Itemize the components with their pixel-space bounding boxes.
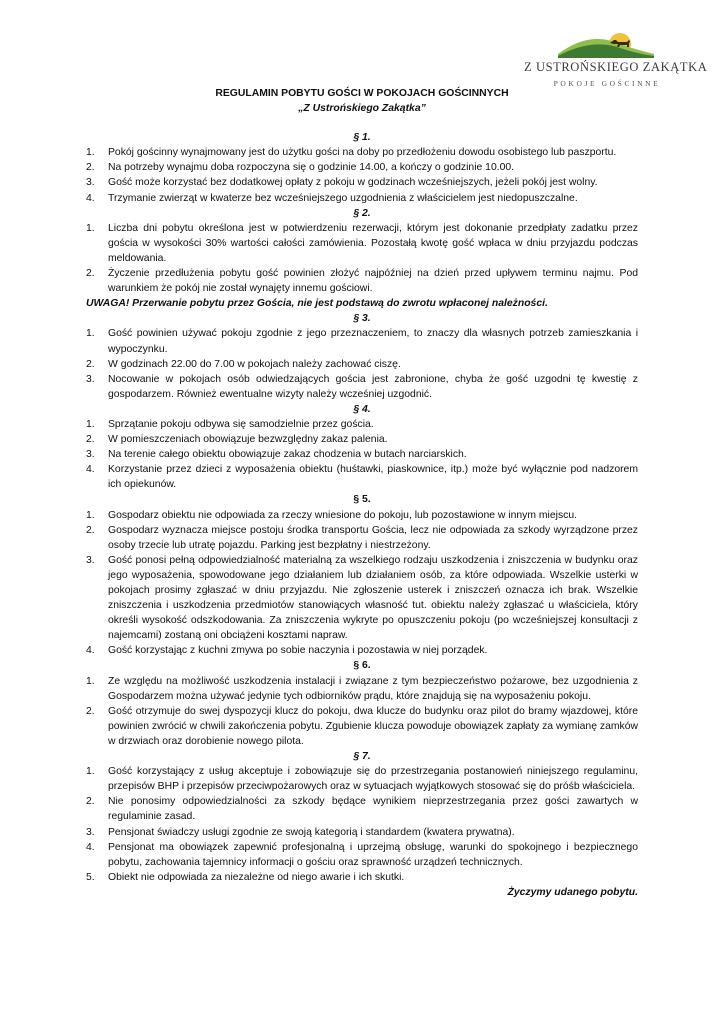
item-number: 2. xyxy=(86,162,95,174)
item-text: Ze względu na możliwość uszkodzenia instalacji i związane z tym bezpieczeństwo pożarowe, bez uzgodnienia z Gospodarzem można używać jedynie tych odbiorników prądu, które znajdują się na wyposażeniu pokoju. xyxy=(108,675,638,702)
item-number: 5. xyxy=(86,871,95,883)
item-text: Gość korzystający z usług akceptuje i zobowiązuje się do przestrzegania postanowień niniejszego regulaminu, przepisów BHP i przepisów przeciwpożarowych oraz w sytuacjach wyjątkowych stosować się do próśb właściciela. xyxy=(108,766,638,793)
item-text: Trzymanie zwierząt w kwaterze bez wcześniejszego uzgodnienia z właścicielem jest niedopuszczalne. xyxy=(108,192,578,204)
section-heading: § 6. xyxy=(353,660,371,672)
list-item xyxy=(86,266,638,296)
item-number: 1. xyxy=(86,147,95,159)
item-text: Liczba dni pobytu określona jest w potwierdzeniu rezerwacji, którym jest dokonanie przedpłaty zadatku przez gościa w wysokości 30% wartości całości zamówienia. Pozostałą kwotę gość wpłaca w dniu przyjazdu podczas meldowania. xyxy=(108,222,638,264)
item-number: 2. xyxy=(86,524,95,536)
item-text: Na potrzeby wynajmu doba rozpoczyna się o godzinie 14.00, a kończy o godzinie 10.00. xyxy=(108,162,515,174)
section-list xyxy=(86,417,638,492)
item-text: Na terenie całego obiektu obowiązuje zakaz chodzenia w butach narciarskich. xyxy=(108,449,467,461)
item-text: Obiekt nie odpowiada za niezależne od niego awarie i ich skutki. xyxy=(108,871,405,883)
list-item xyxy=(86,357,638,372)
item-number: 1. xyxy=(86,509,95,521)
list-item xyxy=(86,523,638,553)
section-list xyxy=(86,221,638,296)
list-item xyxy=(86,326,638,356)
dog-on-hill-logo-icon xyxy=(558,28,654,58)
warning-note: UWAGA! Przerwanie pobytu przez Gościa, nie jest podstawą do zwrotu wpłaconej należności. xyxy=(86,298,548,310)
item-number: 2. xyxy=(86,358,95,370)
list-item xyxy=(86,508,638,523)
item-text: Gospodarz obiektu nie odpowiada za rzeczy wniesione do pokoju, lub pozostawione w innym miejscu. xyxy=(108,509,577,521)
item-text: Gość może korzystać bez dodatkowej opłaty z pokoju w godzinach wcześniejszych, jeżeli pokój jest wolny. xyxy=(108,177,598,189)
section-list xyxy=(86,674,638,749)
section-6 xyxy=(86,658,638,749)
list-item xyxy=(86,840,638,870)
closing-wishes: Życzymy udanego pobytu. xyxy=(507,886,638,898)
item-number: 3. xyxy=(86,449,95,461)
section-7 xyxy=(86,749,638,885)
logo xyxy=(520,28,708,92)
item-number: 2. xyxy=(86,268,95,280)
list-item xyxy=(86,794,638,824)
item-number: 4. xyxy=(86,464,95,476)
list-item xyxy=(86,674,638,704)
item-number: 3. xyxy=(86,373,95,385)
item-number: 1. xyxy=(86,222,95,234)
regulations-document xyxy=(86,86,638,900)
item-number: 3. xyxy=(86,826,95,838)
section-2 xyxy=(86,206,638,312)
item-text: Gość ponosi pełną odpowiedzialność materialną za wszelkiego rodzaju uszkodzenia i zniszczenia w budynku oraz jego wyposażenia, spowodowane jego działaniem lub działaniem osób, za które odpowiada. Wszelkie usterki w pokojach prosimy zgłaszać w dniu przyjazdu. Nie zgłoszenie usterek i zniszczeń oznacza ich brak. Wszelkie zniszczenia i uszkodzenia przedmiotów stanowiących własność tut. obiektu należy zgłaszać u właściciela, który określi wysokość odszkodowania. Za zniszczenia wykryte po opuszczeniu pokoju (po wcześniejszej konsultacji z najemcami) zostaną oni obciążeni kosztami napraw. xyxy=(108,554,638,642)
item-text: Gość otrzymuje do swej dyspozycji klucz do pokoju, dwa klucze do budynku oraz pilot do bramy wjazdowej, które powinien zwrócić w chwili zakończenia pobytu. Zgubienie klucza powoduje obowiązek zapłaty za wymianę zamków w drzwiach oraz dorobienie nowego pilota. xyxy=(108,705,638,747)
item-text: Pokój gościnny wynajmowany jest do użytku gości na doby po przedłożeniu dowodu osobistego lub paszportu. xyxy=(108,147,617,159)
section-1 xyxy=(86,130,638,205)
item-number: 2. xyxy=(86,705,95,717)
list-item xyxy=(86,825,638,840)
item-number: 4. xyxy=(86,192,95,204)
list-item xyxy=(86,160,638,175)
item-number: 2. xyxy=(86,796,95,808)
item-number: 4. xyxy=(86,841,95,853)
list-item xyxy=(86,764,638,794)
section-list xyxy=(86,326,638,401)
item-text: Korzystanie przez dzieci z wyposażenia obiektu (huśtawki, piaskownice, itp.) może być wyłącznie pod nadzorem ich opiekunów. xyxy=(108,464,638,491)
item-number: 3. xyxy=(86,554,95,566)
list-item xyxy=(86,432,638,447)
logo-subtitle: POKOJE GOŚCINNE xyxy=(553,79,661,88)
list-item xyxy=(86,372,638,402)
item-text: Nocowanie w pokojach osób odwiedzających gościa jest zabronione, chyba że gość uzgodni tę kwestię z gospodarzem. Również ewentualne wizyty należy wcześniej uzgodnić. xyxy=(108,373,638,400)
item-text: Nie ponosimy odpowiedzialności za szkody będące wynikiem nieprzestrzegania przez gości zawartych w regulaminie zasad. xyxy=(108,796,638,823)
item-text: W pomieszczeniach obowiązuje bezwzględny zakaz palenia. xyxy=(108,434,388,446)
list-item xyxy=(86,175,638,190)
list-item xyxy=(86,145,638,160)
item-number: 3. xyxy=(86,177,95,189)
section-list xyxy=(86,764,638,885)
item-text: Gość korzystając z kuchni zmywa po sobie naczynia i pozostawia w niej porządek. xyxy=(108,645,488,657)
item-text: Pensjonat ma obowiązek zapewnić profesjonalną i uprzejmą obsługę, warunki do spokojnego i bezpiecznego pobytu, zachowania tajemnicy informacji o gościu oraz sprawność urządzeń technicznych. xyxy=(108,841,638,868)
list-item xyxy=(86,553,638,644)
item-text: Gość powinien używać pokoju zgodnie z jego przeznaczeniem, to znaczy dla własnych potrzeb zamieszkania i wypoczynku. xyxy=(108,328,638,355)
list-item xyxy=(86,704,638,749)
item-number: 1. xyxy=(86,418,95,430)
section-heading: § 4. xyxy=(353,403,371,415)
list-item xyxy=(86,447,638,462)
section-list xyxy=(86,145,638,205)
item-text: W godzinach 22.00 do 7.00 w pokojach należy zachować ciszę. xyxy=(108,358,401,370)
list-item xyxy=(86,462,638,492)
item-text: Gospodarz wyznacza miejsce postoju środka transportu Gościa, lecz nie odpowiada za szkody wyrządzone przez osoby trzecie lub utratę pojazdu. Parking jest bezpłatny i niestrzeżony. xyxy=(108,524,638,551)
section-heading: § 2. xyxy=(353,207,371,219)
section-heading: § 1. xyxy=(353,132,371,144)
item-number: 1. xyxy=(86,328,95,340)
item-number: 4. xyxy=(86,645,95,657)
list-item xyxy=(86,870,638,885)
item-text: Pensjonat świadczy usługi zgodnie ze swoją kategorią i standardem (kwatera prywatna). xyxy=(108,826,515,838)
logo-name: Z USTROŃSKIEGO ZAKĄTKA xyxy=(524,60,708,74)
section-5 xyxy=(86,492,638,658)
section-heading: § 7. xyxy=(353,751,371,763)
document-title: REGULAMIN POBYTU GOŚCI W POKOJACH GOŚCINNYCH xyxy=(215,88,509,99)
list-item xyxy=(86,417,638,432)
item-number: 2. xyxy=(86,434,95,446)
section-4 xyxy=(86,402,638,493)
item-number: 1. xyxy=(86,766,95,778)
section-heading: § 5. xyxy=(353,494,371,506)
list-item xyxy=(86,191,638,206)
list-item xyxy=(86,643,638,658)
item-number: 1. xyxy=(86,675,95,687)
section-heading: § 3. xyxy=(353,313,371,325)
item-text: Sprzątanie pokoju odbywa się samodzielnie przez gościa. xyxy=(108,418,374,430)
document-subtitle: „Z Ustrońskiego Zakątka” xyxy=(298,103,426,115)
item-text: Życzenie przedłużenia pobytu gość powinien złożyć najpóźniej na dzień przed upływem terminu najmu. Pod warunkiem że pokój nie został wynajęty innemu gościowi. xyxy=(108,268,638,295)
section-3 xyxy=(86,311,638,402)
section-list xyxy=(86,508,638,659)
list-item xyxy=(86,221,638,266)
